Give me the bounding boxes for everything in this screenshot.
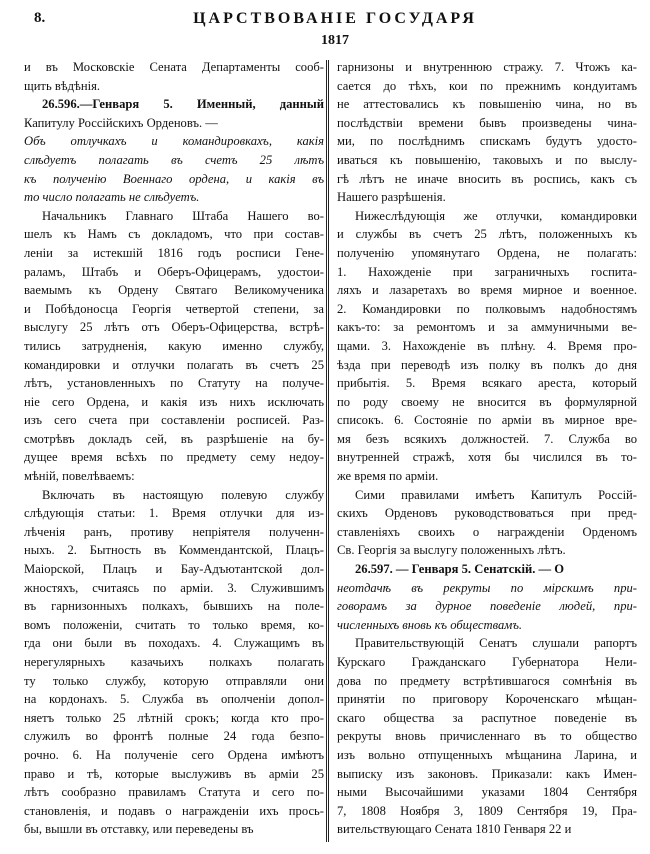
- text-line: 1. Нахожденіе при заграничныхъ госпита-: [337, 264, 637, 279]
- text-line: ніе сего Ордена, и какія изъ нихъ исключать: [24, 394, 324, 409]
- text-line: Курскаго Гражданскаго Губернатора Нели-: [337, 655, 637, 669]
- text-line: ми, по послѣднимъ спискамъ будутъ удосто-: [337, 134, 637, 149]
- year-heading: 1817: [321, 33, 349, 48]
- text-line: щами. 3. Нахожденіе въ плѣну. 4. Время про-: [337, 338, 637, 353]
- text-line: то число полагать не слѣдуетъ.: [24, 190, 200, 205]
- paragraph: [337, 58, 637, 207]
- text-line: 26.596.—Генваря 5. Именный, данный: [42, 97, 324, 112]
- text-line: вительствующаго Сената 1810 Генваря 22 и: [337, 822, 572, 837]
- text-line: изъ сего счета при составленіи росписей. Раз-: [24, 413, 324, 428]
- text-line: по роду своему не вносится въ формулярной: [337, 394, 637, 409]
- text-line: тились затрудненія, какую именно службу,: [24, 338, 324, 353]
- text-line: няетъ только 25 лѣтній срокъ; когда кто про-: [24, 710, 324, 725]
- text-line: 26.597. — Генваря 5. Сенатскій. — О: [355, 562, 565, 577]
- text-line: неотдачѣ въ рекруты по мірскимъ при-: [337, 580, 637, 595]
- paragraph: [337, 207, 637, 486]
- text-line: выписку изъ законовъ. Приказали: какъ Имен-: [337, 766, 637, 781]
- text-line: и въ Московскіе Сената Департаменты сооб-: [24, 60, 324, 74]
- text-line: щить вѣдѣнія.: [24, 78, 101, 93]
- text-line: Включать въ настоящую полевую службу: [42, 487, 324, 502]
- text-line: ныхъ. 2. Бытность въ Коммендантской, Плацъ-: [24, 543, 324, 558]
- text-line: изъ вольно отпущенныхъ мѣщанина Ларина, и: [337, 747, 637, 762]
- text-line: жностяхъ, считаясь по арміи. 3. Служившимъ: [24, 580, 324, 595]
- paragraph: [337, 634, 637, 839]
- text-line: говорамъ за дурное поведеніе людей, при-: [337, 599, 637, 614]
- text-line: Маіорской, Плацъ и Бау-Адъютантской дол-: [24, 562, 324, 577]
- text-line: рочно. 6. На полученіе сего Ордена имѣютъ: [24, 747, 324, 762]
- text-line: скихъ Орденовъ руководствоваться при пред-: [337, 506, 637, 521]
- text-line: Начальникъ Главнаго Штаба Нашего во-: [42, 208, 324, 223]
- text-line: прибытія. 5. Время всякаго ареста, который: [337, 376, 637, 391]
- text-line: сается до тѣхъ, кои по прежнимъ кондуитамъ: [337, 78, 637, 93]
- text-line: командировки и отлучки полагать въ счетъ 25: [24, 357, 324, 372]
- text-line: Сими правилами имѣетъ Капитулъ Россій-: [355, 487, 637, 502]
- text-line: ту только службу, которую отправляли они: [24, 673, 324, 688]
- text-line: леніи за истекшій 1816 годъ росписи Гене-: [24, 245, 324, 260]
- right-column: [337, 58, 637, 839]
- text-line: на кордонахъ. 5. Служба въ ополченіи допол-: [24, 692, 324, 707]
- text-line: иваться къ повышенію, таковыхъ и по выслу-: [337, 152, 637, 167]
- text-line: шелъ къ Намъ съ докладомъ, что при состав-: [24, 227, 324, 242]
- text-line: мя безъ всякихъ должностей. 7. Служба во: [337, 431, 637, 446]
- text-line: Правительствующій Сенатъ слушали рапортъ: [355, 636, 637, 651]
- text-line: къ полученію Военнаго ордена, и какія въ: [24, 171, 324, 186]
- left-column: [24, 58, 324, 839]
- text-line: ными Высочайшими указами 1804 Сентября: [337, 785, 637, 800]
- text-line: ѣзда при переводѣ изъ полку въ полкъ до дня: [337, 357, 637, 372]
- text-line: Объ отлучкахъ и командировкахъ, какія: [24, 134, 324, 149]
- text-line: нерегулярныхъ казачьихъ полкахъ полагать: [24, 655, 324, 669]
- text-line: Капитулу Россійскихъ Орденовъ. —: [24, 115, 218, 130]
- text-line: слѣдуетъ полагать въ счетъ 25 лѣтъ: [24, 152, 324, 167]
- paragraph: [24, 486, 324, 839]
- text-line: выслугу 25 лѣтъ отъ Оберъ-Офицерства, встрѣ-: [24, 320, 324, 335]
- text-line: Нашего разрѣшенія.: [337, 190, 446, 205]
- text-line: лѣтъ, установленныхъ по Статуту на получе-: [24, 376, 324, 391]
- text-line: въ гарнизонныхъ полкахъ, бывшихъ на поле-: [24, 599, 324, 614]
- text-line: ваемымъ къ Ордену Святаго Великомученика: [24, 283, 324, 298]
- running-title: ЦАРСТВОВАНІЕ ГОСУДАРЯ: [193, 10, 477, 27]
- text-line: ставленіяхъ своихъ о награжденіи Орденомъ: [337, 524, 637, 539]
- text-line: раламъ, Штабъ и Оберъ-Офицерамъ, удостои-: [24, 264, 324, 279]
- text-line: принятіи по приговору Короченскаго мѣщан-: [337, 692, 637, 707]
- page-number: 8.: [34, 10, 46, 26]
- text-line: Св. Георгія за выслугу положенныхъ лѣтъ.: [337, 543, 566, 558]
- text-line: смотрѣвъ докладъ сей, въ разрѣшеніе на бу-: [24, 431, 324, 446]
- text-line: и службы въ счетъ 25 лѣтъ, положенныхъ къ: [337, 227, 637, 242]
- entry-summary: [337, 579, 637, 635]
- text-line: вомъ положеніи, считать то только время, ко-: [24, 617, 324, 632]
- text-line: лѣченія ранъ, противу непріятеля полученн-: [24, 524, 324, 539]
- text-line: служилъ во фронтѣ полные 24 года безпо-: [24, 729, 324, 744]
- text-line: какъ-то: за ремонтомъ и за аммуничными ве-: [337, 320, 637, 335]
- text-line: дова по предмету встрѣтившагося сомнѣнія въ: [337, 673, 637, 688]
- text-line: 2. Командировки по полковымъ надобностямъ: [337, 301, 637, 316]
- text-line: мѣній, повелѣваемъ:: [24, 469, 135, 484]
- text-line: списокъ. 6. Состояніе по арміи въ мирное вре-: [337, 413, 637, 428]
- text-line: гарнизоны и внутреннюю стражу. 7. Чтожъ ка-: [337, 60, 637, 74]
- text-line: гда они были въ походахъ. 4. Служащимъ въ: [24, 636, 324, 651]
- text-line: бы, вышли въ отставку, или переведены въ: [24, 822, 254, 837]
- text-line: не аттестовались къ повышенію чина, но въ: [337, 97, 637, 112]
- text-line: и Побѣдоносца Георгія четвертой степени, за: [24, 301, 324, 316]
- entry-heading: [24, 95, 324, 132]
- text-line: ляхъ и лазаретахъ во время мирное и военное.: [337, 283, 637, 298]
- text-line: же время по арміи.: [337, 469, 439, 484]
- paragraph: [24, 58, 324, 95]
- paragraph: [24, 207, 324, 486]
- text-line: лѣтъ сообразно правиламъ Статута и сего по-: [24, 785, 324, 800]
- text-line: право и тѣ, которые выслуживъ въ арміи 25: [24, 766, 324, 781]
- text-line: послѣдствіи времени бывъ произведены чина-: [337, 115, 637, 130]
- text-line: Нижеслѣдующія же отлучки, командировки: [355, 208, 637, 223]
- text-line: слѣдующія статьи: 1. Время отлучки для из-: [24, 506, 324, 521]
- text-line: скаго общества за распутное поведеніе въ: [337, 710, 637, 725]
- text-line: рекруты вновь причисленнаго въ то общество: [337, 729, 637, 744]
- text-line: численныхъ вновь къ обществамъ.: [337, 617, 523, 632]
- column-divider: [326, 60, 329, 842]
- text-line: полученію упомянутаго Ордена, не полагать:: [337, 245, 637, 260]
- entry-heading: [337, 560, 637, 579]
- text-line: 7, 1808 Ноября 3, 1809 Сентября 19, Пра-: [337, 803, 637, 818]
- entry-summary: [24, 132, 324, 206]
- paragraph: [337, 486, 637, 560]
- text-line: гѣ лѣтъ не иначе вносить въ роспись, какъ съ: [337, 171, 637, 186]
- text-line: дущее время всѣхъ по предмету сему недоу-: [24, 450, 324, 465]
- text-line: внутренней стражѣ, хотя бы числился въ то-: [337, 450, 637, 465]
- text-line: становленія, и подавъ о награжденіи ихъ прось-: [24, 803, 324, 818]
